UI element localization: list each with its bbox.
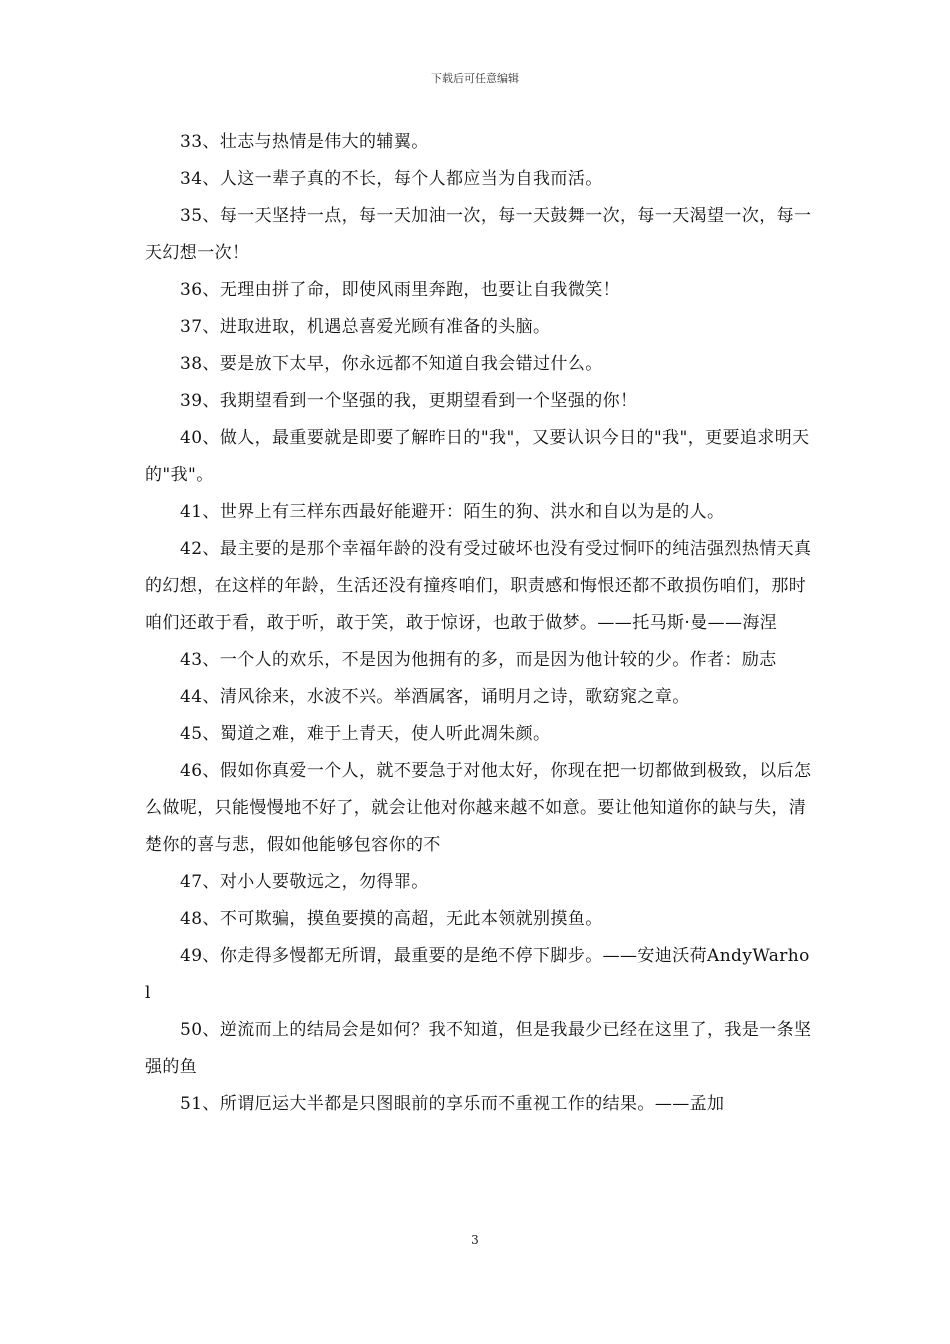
- quote-list: [145, 124, 813, 1123]
- quote-paragraph: 49、你走得多慢都无所谓，最重要的是绝不停下脚步。——安迪沃荷AndyWarhol: [145, 946, 810, 1003]
- quote-paragraph: 46、假如你真爱一个人，就不要急于对他太好，你现在把一切都做到极致，以后怎么做呢，只能慢慢地不好了，就会让他对你越来越不如意。要让他知道你的缺与失，清楚你的喜与悲，假如他能够包容你的不: [145, 761, 812, 855]
- quote-paragraph: 41、世界上有三样东西最好能避开：陌生的狗、洪水和自以为是的人。: [180, 502, 725, 522]
- quote-paragraph: 45、蜀道之难，难于上青天，使人听此凋朱颜。: [180, 724, 551, 744]
- quote-paragraph: 48、不可欺骗，摸鱼要摸的高超，无此本领就别摸鱼。: [180, 909, 603, 929]
- quote-paragraph: 51、所谓厄运大半都是只图眼前的享乐而不重视工作的结果。——孟加: [180, 1094, 725, 1114]
- page-number: 3: [471, 1233, 479, 1247]
- quote-paragraph: 36、无理由拼了命，即使风雨里奔跑，也要让自我微笑！: [180, 280, 621, 300]
- quote-paragraph: 37、进取进取，机遇总喜爱光顾有准备的头脑。: [180, 317, 551, 337]
- quote-paragraph: 39、我期望看到一个坚强的我，更期望看到一个坚强的你！: [180, 391, 638, 411]
- quote-paragraph: 43、一个人的欢乐，不是因为他拥有的多，而是因为他计较的少。作者：励志: [180, 650, 777, 670]
- quote-paragraph: 50、逆流而上的结局会是如何？我不知道，但是我最少已经在这里了，我是一条坚强的鱼: [145, 1020, 812, 1077]
- quote-paragraph: 40、做人，最重要就是即要了解昨日的"我"，又要认识今日的"我"，更要追求明天的"我"。: [145, 428, 810, 485]
- quote-paragraph: 34、人这一辈子真的不长，每个人都应当为自我而活。: [180, 169, 603, 189]
- quote-paragraph: 33、壮志与热情是伟大的辅翼。: [180, 132, 429, 152]
- quote-paragraph: 38、要是放下太早，你永远都不知道自我会错过什么。: [180, 354, 603, 374]
- quote-paragraph: 44、清风徐来，水波不兴。举酒属客，诵明月之诗，歌窈窕之章。: [180, 687, 690, 707]
- quote-paragraph: 47、对小人要敬远之，勿得罪。: [180, 872, 429, 892]
- quote-paragraph: 42、最主要的是那个幸福年龄的没有受过破坏也没有受过恫吓的纯洁强烈热情天真的幻想，在这样的年龄，生活还没有撞疼咱们，职责感和悔恨还都不敢损伤咱们，那时咱们还敢于看，敢于听，敢于笑，敢于惊讶，也敢于做梦。——托马斯·曼——海涅: [145, 539, 812, 633]
- header-note: 下载后可任意编辑: [431, 72, 519, 85]
- quote-paragraph: 35、每一天坚持一点，每一天加油一次，每一天鼓舞一次，每一天渴望一次，每一天幻想一次！: [145, 206, 812, 263]
